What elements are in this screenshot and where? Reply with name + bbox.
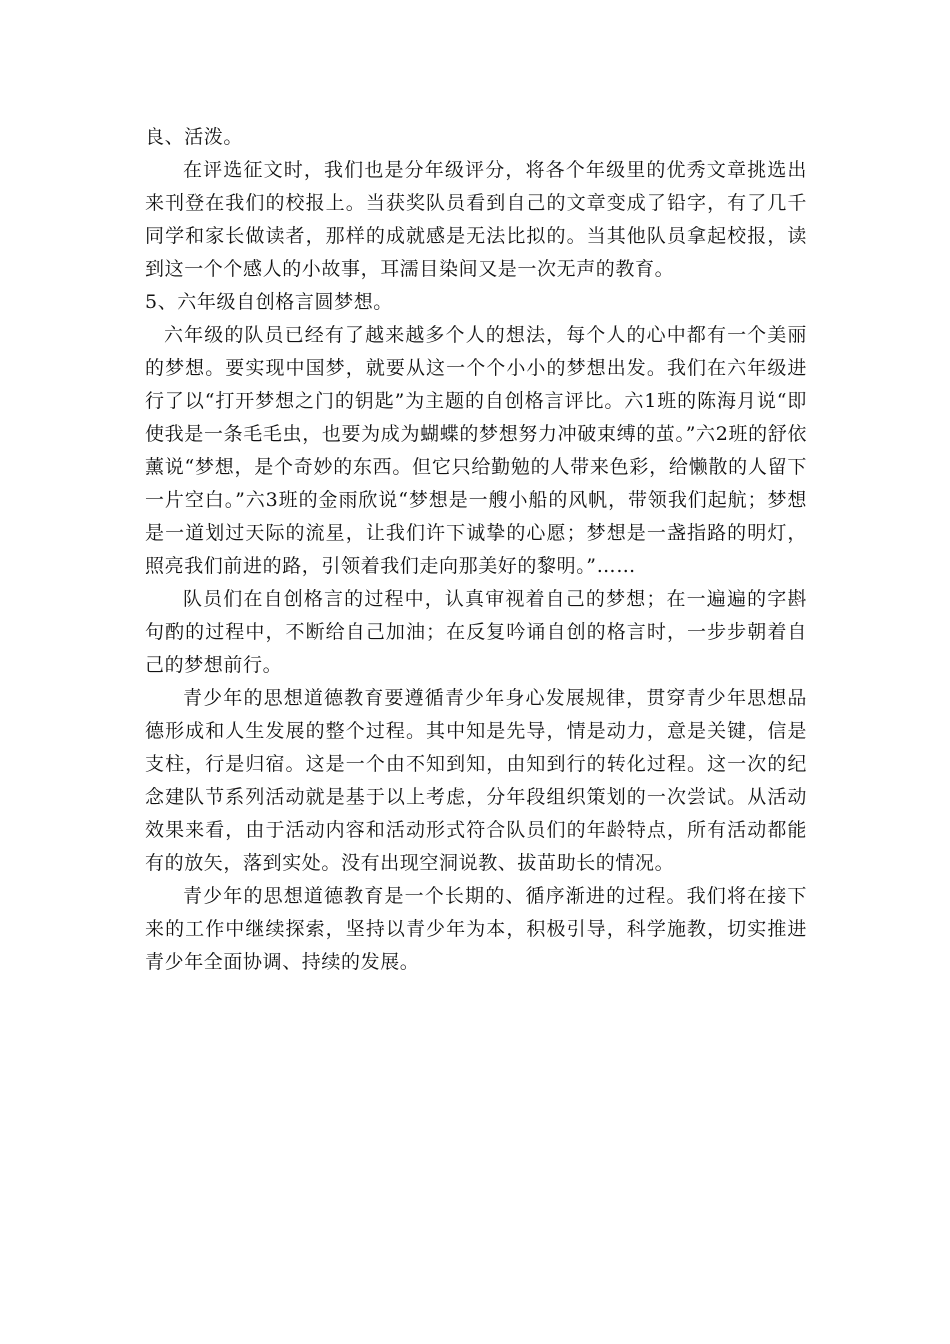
paragraph-motto-reflection: 队员们在自创格言的过程中，认真审视着自己的梦想；在一遍遍的字斟句酌的过程中，不断给自己加油；在反复吟诵自创的格言时，一步步朝着自己的梦想前行。 — [145, 588, 807, 676]
paragraph-grade-six-mottos: 六年级的队员已经有了越来越多个人的想法，每个人的心中都有一个美丽的梦想。要实现中国梦，就要从这一个个小小的梦想出发。我们在六年级进行了以“打开梦想之门的钥匙”为主题的自创格言评比。六1班的陈海月说“即使我是一条毛毛虫，也要为成为蝴蝶的梦想努力冲破束缚的茧。”六2班的舒依薰说“梦想，是个奇妙的东西。但它只给勤勉的人带来色彩，给懒散的人留下一片空白。”六3班的金雨欣说“梦想是一艘小船的风帆，带领我们起航；梦想是一道划过天际的流星，让我们许下诚挚的心愿；梦想是一盏指路的明灯，照亮我们前进的路，引领着我们走向那美好的黎明。”…… — [145, 324, 807, 577]
paragraph-moral-education: 青少年的思想道德教育要遵循青少年身心发展规律，贯穿青少年思想品德形成和人生发展的整个过程。其中知是先导，情是动力，意是关键，信是支柱，行是归宿。这是一个由不知到知，由知到行的转化过程。这一次的纪念建队节系列活动就是基于以上考虑，分年段组织策划的一次尝试。从活动效果来看，由于活动内容和活动形式符合队员们的年龄特点，所有活动都能有的放矢，落到实处。没有出现空洞说教、拔苗助长的情况。 — [145, 687, 807, 874]
section-heading-grade-six: 5、六年级自创格言圆梦想。 — [145, 291, 393, 313]
paragraph-conclusion: 青少年的思想道德教育是一个长期的、循序渐进的过程。我们将在接下来的工作中继续探索，坚持以青少年为本，积极引导，科学施教，切实推进青少年全面协调、持续的发展。 — [145, 885, 807, 973]
paragraph-continuation: 良、活泼。 — [145, 126, 244, 148]
paragraph-essay-selection: 在评选征文时，我们也是分年级评分，将各个年级里的优秀文章挑选出来刊登在我们的校报上。当获奖队员看到自己的文章变成了铅字，有了几千同学和家长做读者，那样的成就感是无法比拟的。当其他队员拿起校报，读到这一个个感人的小故事，耳濡目染间又是一次无声的教育。 — [145, 159, 807, 280]
document-body — [145, 121, 807, 979]
